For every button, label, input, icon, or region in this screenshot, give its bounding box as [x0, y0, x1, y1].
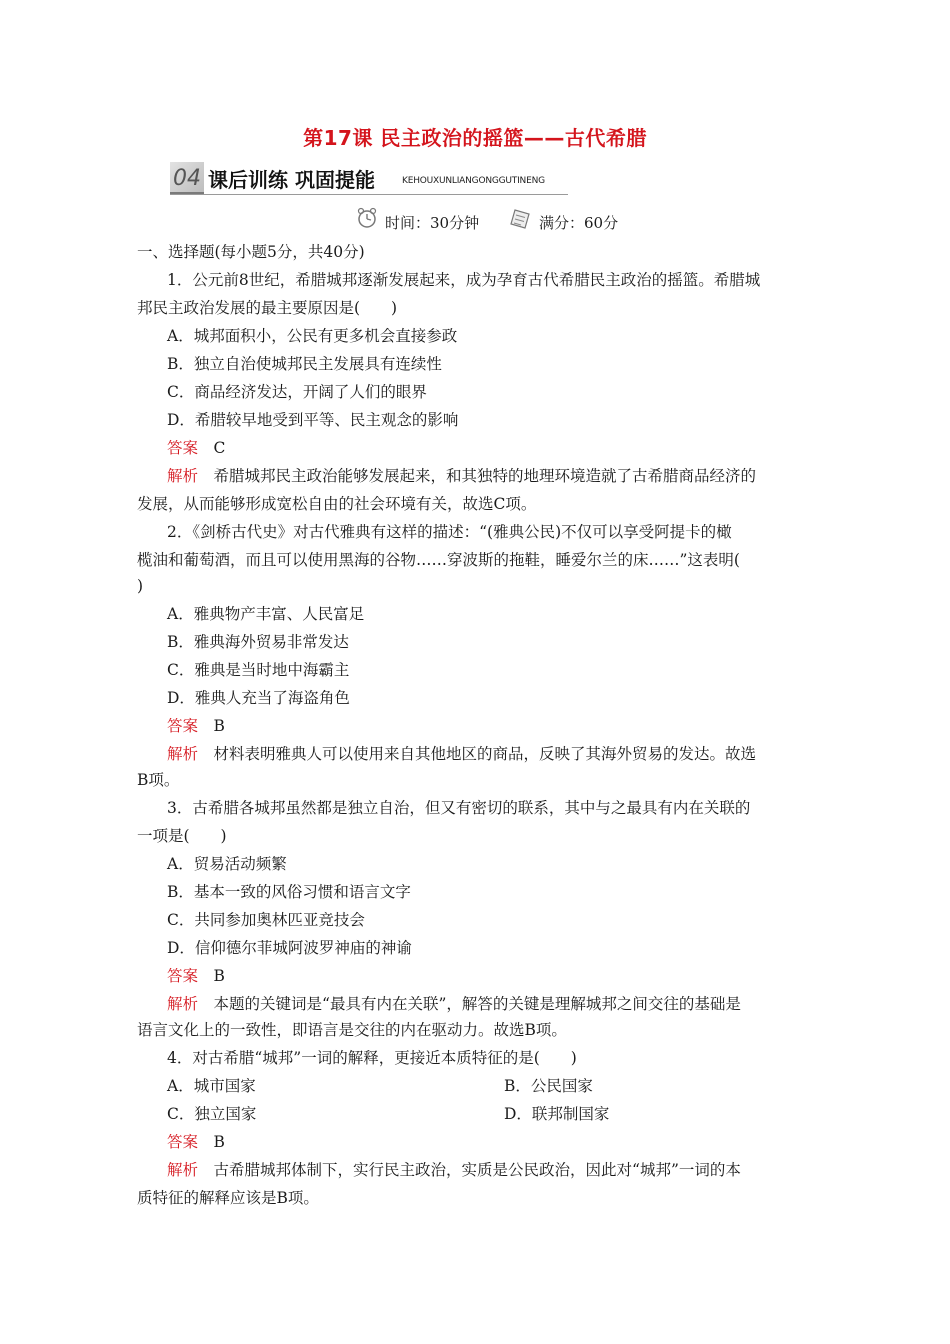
- banner-number: 04: [173, 166, 201, 191]
- answer-label: 答案: [167, 1133, 199, 1151]
- q3-analysis-line-2: 语言文化上的一致性，即语言是交往的内在驱动力。故选B项。: [137, 1021, 567, 1039]
- q2-analysis-line-2: B项。: [137, 771, 180, 789]
- q3-analysis-line-1: [167, 994, 741, 1014]
- answer-label: 答案: [167, 967, 199, 985]
- analysis-text: 希腊城邦民主政治能够发展起来，和其独特的地理环境造就了古希腊商品经济的: [213, 467, 757, 485]
- answer-value: C: [213, 439, 226, 457]
- q4-answer: [167, 1132, 225, 1152]
- q1-option-d: D．希腊较早地受到平等、民主观念的影响: [167, 411, 459, 429]
- q3-answer: [167, 966, 225, 986]
- exam-meta: [355, 210, 655, 236]
- section-heading: 一、选择题(每小题5分，共40分): [137, 243, 365, 261]
- q1-stem-line-2: 邦民主政治发展的最主要原因是( ): [137, 299, 398, 317]
- analysis-label: 解析: [167, 1161, 199, 1179]
- q4-stem-line-1: 4．对古希腊“城邦”一词的解释，更接近本质特征的是( ): [167, 1049, 577, 1067]
- q1-analysis-line-1: [167, 466, 756, 486]
- answer-value: B: [213, 967, 225, 985]
- q2-option-c: C．雅典是当时地中海霸主: [167, 661, 350, 679]
- analysis-text: 材料表明雅典人可以使用来自其他地区的商品，反映了其海外贸易的发达。故选: [213, 745, 757, 763]
- q4-analysis-line-2: 质特征的解释应该是B项。: [137, 1189, 319, 1207]
- full-score: 满分：60分: [539, 214, 619, 232]
- q3-option-b: B．基本一致的风俗习惯和语言文字: [167, 883, 411, 901]
- banner-pinyin: KEHOUXUNLIANGONGGUTINENG: [402, 176, 545, 186]
- q2-option-d: D．雅典人充当了海盗角色: [167, 689, 350, 707]
- banner-heading: 课后训练 巩固提能: [208, 168, 375, 192]
- q1-option-b: B．独立自治使城邦民主发展具有连续性: [167, 355, 442, 373]
- banner-underline: [170, 194, 568, 195]
- q2-stem-line-2: 榄油和葡萄酒，而且可以使用黑海的谷物……穿波斯的拖鞋，睡爱尔兰的床……”这表明(: [137, 551, 740, 569]
- q3-stem-line-2: 一项是( ): [137, 827, 227, 845]
- q2-option-b: B．雅典海外贸易非常发达: [167, 633, 349, 651]
- q2-analysis-line-1: [167, 744, 756, 764]
- q2-stem-line-1: 2．《剑桥古代史》对古代雅典有这样的描述：“(雅典公民)不仅可以享受阿提卡的橄: [167, 523, 732, 541]
- analysis-label: 解析: [167, 745, 199, 763]
- q4-option-a: A．城市国家: [167, 1077, 256, 1095]
- analysis-label: 解析: [167, 467, 199, 485]
- q3-stem-line-1: 3．古希腊各城邦虽然都是独立自治，但又有密切的联系，其中与之最具有内在关联的: [167, 799, 751, 817]
- analysis-label: 解析: [167, 995, 199, 1013]
- q4-option-d: D．联邦制国家: [504, 1105, 610, 1123]
- section-banner: [170, 160, 570, 198]
- q1-analysis-line-2: 发展，从而能够形成宽松自由的社会环境有关，故选C项。: [137, 495, 537, 513]
- q3-option-c: C．共同参加奥林匹亚竞技会: [167, 911, 365, 929]
- score-sheet-icon: [507, 206, 533, 230]
- answer-label: 答案: [167, 717, 199, 735]
- q4-option-b: B．公民国家: [504, 1077, 593, 1095]
- analysis-text: 本题的关键词是“最具有内在关联”，解答的关键是理解城邦之间交往的基础是: [213, 995, 741, 1013]
- time-limit: 时间：30分钟: [385, 214, 480, 232]
- q1-option-c: C．商品经济发达，开阔了人们的眼界: [167, 383, 427, 401]
- q2-answer: [167, 716, 225, 736]
- answer-label: 答案: [167, 439, 199, 457]
- lesson-title: 第17课 民主政治的摇篮——古代希腊: [303, 126, 647, 150]
- clock-icon: [355, 206, 379, 230]
- q3-option-a: A．贸易活动频繁: [167, 855, 287, 873]
- q1-option-a: A．城邦面积小，公民有更多机会直接参政: [167, 327, 458, 345]
- q1-answer: [167, 438, 225, 458]
- answer-value: B: [213, 717, 225, 735]
- analysis-text: 古希腊城邦体制下，实行民主政治，实质是公民政治，因此对“城邦”一词的本: [213, 1161, 741, 1179]
- q2-option-a: A．雅典物产丰富、人民富足: [167, 605, 365, 623]
- q2-stem-line-3: ): [137, 577, 144, 595]
- answer-value: B: [213, 1133, 225, 1151]
- q4-option-c: C．独立国家: [167, 1105, 257, 1123]
- q3-option-d: D．信仰德尔菲城阿波罗神庙的神谕: [167, 939, 412, 957]
- q1-stem-line-1: 1．公元前8世纪，希腊城邦逐渐发展起来，成为孕育古代希腊民主政治的摇篮。希腊城: [167, 271, 761, 289]
- q4-analysis-line-1: [167, 1160, 741, 1180]
